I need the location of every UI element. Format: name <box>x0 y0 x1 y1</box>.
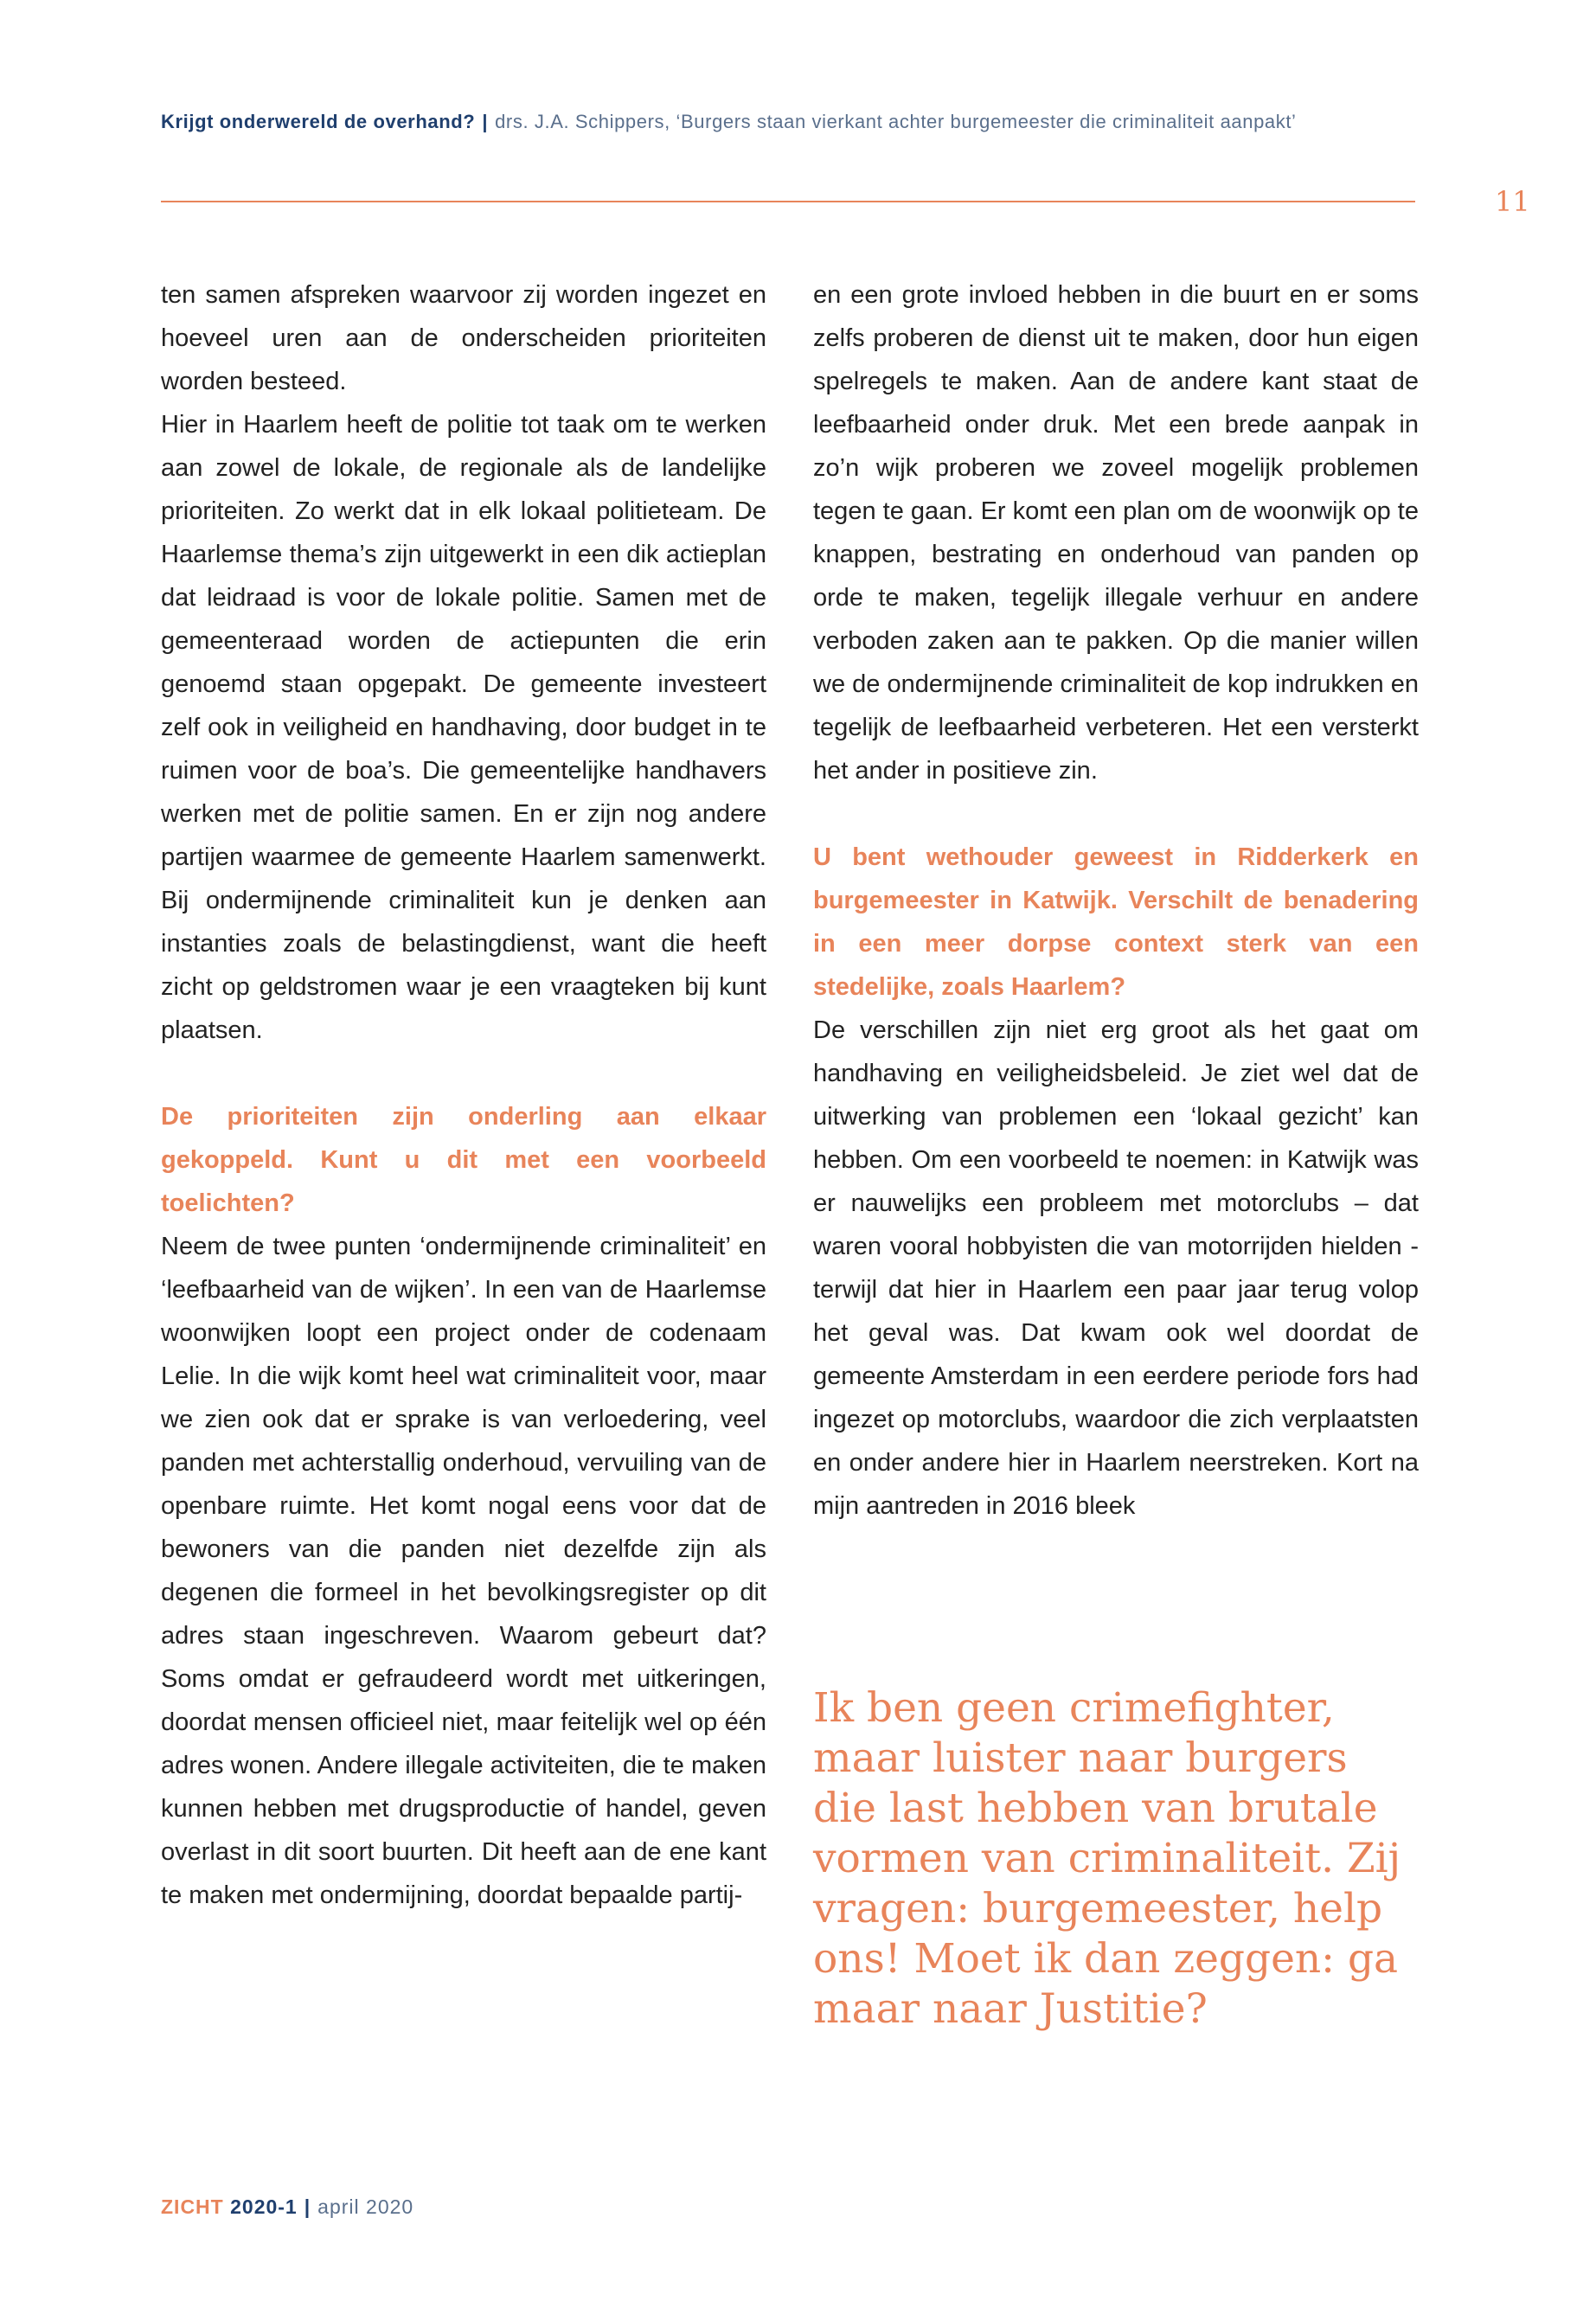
left-paragraph-2: Hier in Haarlem heeft de politie tot taak om te werken aan zowel de lokale, de regionale als de landelijke prioriteiten. Zo werkt dat in elk lokaal politieteam. De Haarlemse thema’s zijn uitgewerkt in een dik actieplan dat leidraad is voor de lokale politie. Samen met de gemeenteraad worden de actiepunten die erin genoemd staan opgepakt. De gemeente investeert zelf ook in veiligheid en handhaving, door budget in te ruimen voor de boa’s. Die gemeentelijke handhavers werken met de politie samen. En er zijn nog andere partijen waarmee de gemeente Haarlem samenwerkt. Bij ondermijnende criminaliteit kun je denken aan instanties zoals de belastingdienst, want die heeft zicht op geldstromen waar je een vraagteken bij kunt plaatsen. <box>161 411 766 1044</box>
left-paragraph-3: Neem de twee punten ‘ondermijnende criminaliteit’ en ‘leefbaarheid van de wijken’. In een van de Haarlemse woonwijken loopt een project onder de codenaam Lelie. In die wijk komt heel wat criminaliteit voor, maar we zien ook dat er sprake is van verloedering, veel panden met achterstallig onderhoud, vervuiling van de openbare ruimte. Het komt nogal eens voor dat de bewoners van die panden niet dezelfde zijn als degenen die formeel in het bevolkingsregister op dit adres staan ingeschreven. Waarom gebeurt dat? Soms omdat er gefraudeerd wordt met uitkeringen, doordat mensen officieel niet, maar feitelijk wel op één adres wonen. Andere illegale activiteiten, die te maken kunnen hebben met drugsproductie of handel, geven overlast in dit soort buurten. Dit heeft aan de ene kant te maken met ondermijning, doordat bepaalde partij- <box>161 1233 766 1909</box>
left-paragraph-1: ten samen afspreken waarvoor zij worden ingezet en hoeveel uren aan de onderscheiden prioriteiten worden besteed. <box>161 281 766 395</box>
footer-date: april 2020 <box>317 2195 414 2218</box>
footer-brand: ZICHT <box>161 2195 224 2218</box>
left-column <box>161 273 766 1917</box>
footer <box>161 2195 413 2219</box>
interview-question-1: De prioriteiten zijn onderling aan elkaar gekoppeld. Kunt u dit met een voorbeeld toelichten? <box>161 1103 766 1217</box>
running-header <box>161 111 1424 133</box>
interview-question-2: U bent wethouder geweest in Ridderkerk en burgemeester in Katwijk. Verschilt de benadering in een meer dorpse context sterk van een stedelijke, zoals Haarlem? <box>813 843 1419 1001</box>
header-title: Krijgt onderwereld de overhand? <box>161 111 476 132</box>
right-paragraph-1: en een grote invloed hebben in die buurt en er soms zelfs proberen de dienst uit te maken, door hun eigen spelregels te maken. Aan de andere kant staat de leefbaarheid onder druk. Met een brede aanpak in zo’n wijk proberen we zoveel mogelijk problemen tegen te gaan. Er komt een plan om de woonwijk op te knappen, bestrating en onderhoud van panden op orde te maken, tegelijk illegale verhuur en andere verboden zaken aan te pakken. Op die manier willen we de ondermijnende criminaliteit de kop indrukken en tegelijk de leefbaarheid verbeteren. Het een versterkt het ander in positieve zin. <box>813 281 1419 785</box>
pull-quote: Ik ben geen crimefighter, maar luister naar burgers die last hebben van brutale vormen van criminaliteit. Zij vragen: burgemeester, help ons! Moet ik dan zeggen: ga maar naar Justitie? <box>813 1684 1401 2033</box>
right-paragraph-2: De verschillen zijn niet erg groot als het gaat om handhaving en veiligheidsbeleid. Je ziet wel dat de uitwerking van problemen een ‘lokaal gezicht’ kan hebben. Om een voorbeeld te noemen: in Katwijk was er nauwelijks een probleem met motorclubs – dat waren vooral hobbyisten die van motorrijden hielden - terwijl dat hier in Haarlem een paar jaar terug volop het geval was. Dat kwam ook wel doordat de gemeente Amsterdam in een eerdere periode fors had ingezet op motorclubs, waardoor die zich verplaatsten en onder andere hier in Haarlem neerstreken. Kort na mijn aantreden in 2016 bleek <box>813 1016 1419 1520</box>
footer-separator: | <box>304 2195 311 2218</box>
header-rule <box>161 201 1415 202</box>
page-number: 11 <box>1495 185 1530 218</box>
header-separator: | <box>482 111 489 132</box>
right-column <box>813 273 1419 1528</box>
header-subtitle: drs. J.A. Schippers, ‘Burgers staan vierkant achter burgemeester die criminaliteit aanpakt’ <box>495 111 1297 132</box>
footer-issue: 2020-1 <box>230 2195 298 2218</box>
